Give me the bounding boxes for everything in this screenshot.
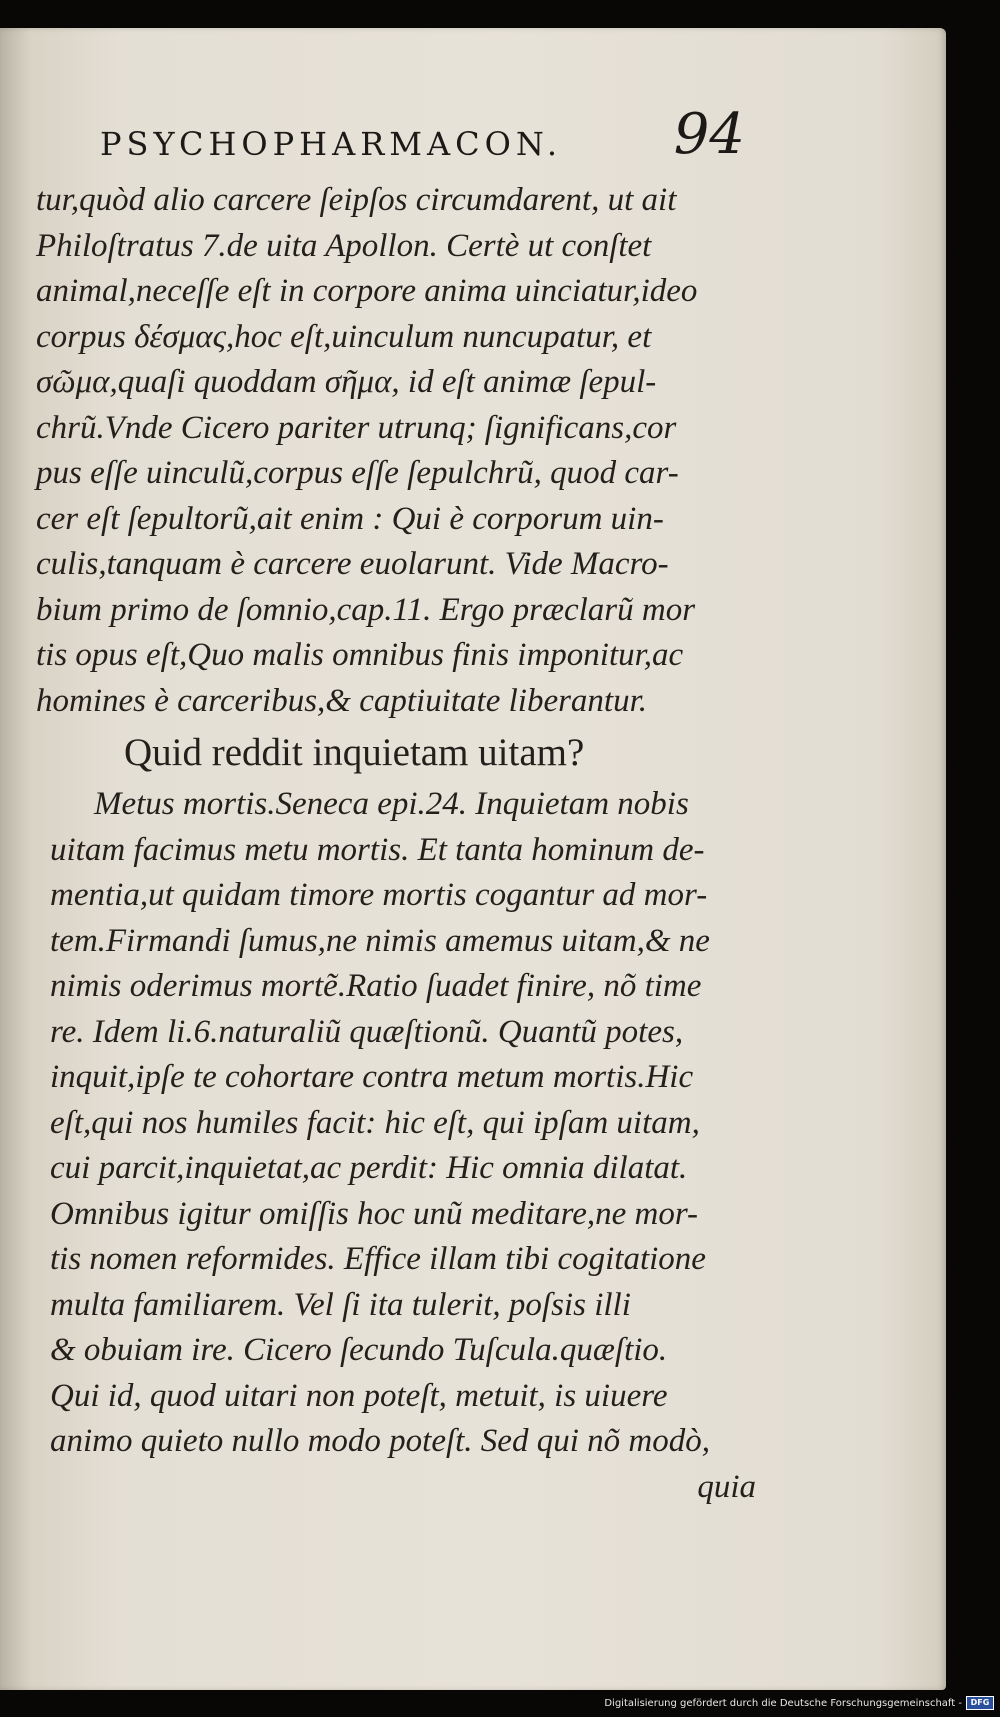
text-line: cui parcit,inquietat,ac perdit: Hic omnia dilatat. [50,1150,688,1186]
body-text [36,178,756,1510]
page-header [100,90,750,170]
text-line: & obuiam ire. Cicero ſecundo Tuſcula.quæſtio. [50,1332,668,1368]
text-line: mentia,ut quidam timore mortis cogantur ad mor- [50,877,708,913]
page-number: 94 [673,102,745,167]
text-line: bium primo de ſomnio,cap.11. Ergo præclarũ mor [36,591,696,628]
text-line: multa familiarem. Vel ſi ita tulerit, poſsis illi [50,1286,631,1323]
text-line: animo quieto nullo modo poteſt. Sed qui nõ modò, [50,1423,710,1459]
text-line: culis,tanquam è carcere euolarunt. Vide Macro- [36,546,669,582]
text-line: homines è carceribus,& captiuitate liberantur. [36,682,648,719]
text-line: Omnibus igitur omiſſis hoc unũ meditare,ne mor- [50,1195,698,1232]
text-line: tis nomen reformides. Effice illam tibi cogitatione [50,1241,706,1277]
text-line: chrũ.Vnde Cicero pariter utrunq; ſignificans,cor [36,409,677,446]
digitization-footer [0,1695,1000,1713]
funding-credit: Digitalisierung gefördert durch die Deutsche Forschungsgemeinschaft - [604,1698,962,1709]
dfg-logo: DFG [966,1696,994,1710]
running-title: PSYCHOPHARMACON. [100,125,562,163]
text-line: tis opus eſt,Quo malis omnibus finis imponitur,ac [36,637,684,673]
text-line: re. Idem li.6.naturaliũ quæſtionũ. Quantũ potes, [50,1013,684,1050]
text-line: σῶμα,quaſi quoddam σῆμα, id eſt animæ ſepul- [36,364,657,400]
text-line: Qui id, quod uitari non poteſt, metuit, is uiuere [50,1377,668,1414]
text-line: eſt,qui nos humiles facit: hic eſt, qui ipſam uitam, [50,1104,700,1141]
section-heading: Quid reddit inquietam uitam? [124,731,585,774]
book-page [0,28,946,1690]
text-line: cer eſt ſepultorũ,ait enim : Qui è corporum uin- [36,500,664,537]
text-line: corpus δέσμας,hoc eſt,uinculum nuncupatur, et [36,318,652,355]
text-line: pus eſſe uinculũ,corpus eſſe ſepulchrũ, quod car- [36,455,679,491]
text-line: Philoſtratus 7.de uita Apollon. Certè ut conſtet [36,227,652,264]
text-line: tur,quòd alio carcere ſeipſos circumdarent, ut ait [36,182,677,218]
text-line: animal,neceſſe eſt in corpore anima uinciatur,ideo [36,273,698,309]
text-line: inquit,ipſe te cohortare contra metum mortis.Hic [50,1059,694,1095]
text-line: Metus mortis.Seneca epi.24. Inquietam nobis [94,786,689,822]
catchword: quia [697,1468,756,1505]
text-line: nimis oderimus mortẽ.Ratio ſuadet finire, nõ time [50,968,702,1004]
text-line: tem.Firmandi ſumus,ne nimis amemus uitam,& ne [50,922,710,959]
text-line: uitam facimus metu mortis. Et tanta hominum de- [50,831,705,868]
